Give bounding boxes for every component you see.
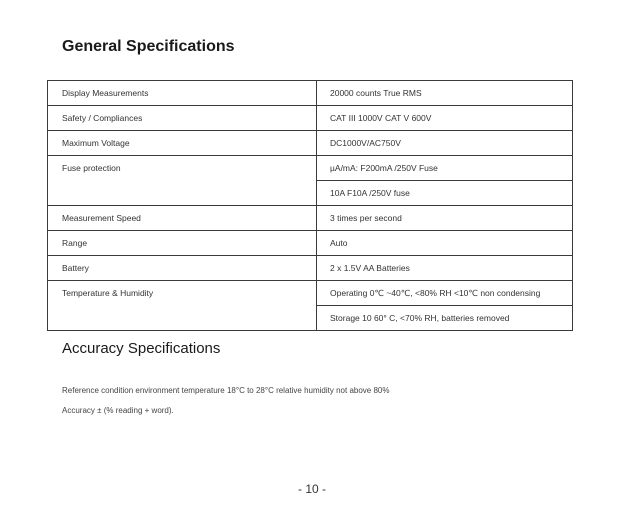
spec-value: 20000 counts True RMS	[317, 81, 573, 106]
spec-label: Battery	[48, 256, 317, 281]
table-row	[48, 81, 573, 106]
spec-value: DC1000V/AC750V	[317, 131, 573, 156]
spec-value: 10A F10A /250V fuse	[317, 181, 573, 206]
general-specifications-table	[47, 80, 573, 331]
spec-label: Safety / Compliances	[48, 106, 317, 131]
spec-label: Maximum Voltage	[48, 131, 317, 156]
accuracy-formula-text: Accuracy ± (% reading + word).	[62, 406, 174, 415]
general-specifications-heading: General Specifications	[62, 38, 235, 55]
spec-label: Display Measurements	[48, 81, 317, 106]
spec-value: 2 x 1.5V AA Batteries	[317, 256, 573, 281]
table-row	[48, 156, 573, 181]
spec-value: CAT III 1000V CAT V 600V	[317, 106, 573, 131]
table-row	[48, 131, 573, 156]
spec-label: Fuse protection	[48, 156, 317, 206]
spec-label: Range	[48, 231, 317, 256]
table-row	[48, 206, 573, 231]
table-row	[48, 256, 573, 281]
spec-value: µA/mA: F200mA /250V Fuse	[317, 156, 573, 181]
spec-value: Storage 10 60° C, <70% RH, batteries removed	[317, 306, 573, 331]
table-row	[48, 281, 573, 306]
spec-value: Auto	[317, 231, 573, 256]
reference-condition-text: Reference condition environment temperature 18°C to 28°C relative humidity not above 80%	[62, 386, 390, 395]
table-row	[48, 231, 573, 256]
spec-label: Temperature & Humidity	[48, 281, 317, 331]
page-number: - 10 -	[297, 482, 326, 496]
spec-label: Measurement Speed	[48, 206, 317, 231]
accuracy-specifications-heading: Accuracy Specifications	[62, 340, 221, 357]
table-row	[48, 106, 573, 131]
spec-value: 3 times per second	[317, 206, 573, 231]
spec-value: Operating 0℃ ~40℃, <80% RH <10℃ non condensing	[317, 281, 573, 306]
